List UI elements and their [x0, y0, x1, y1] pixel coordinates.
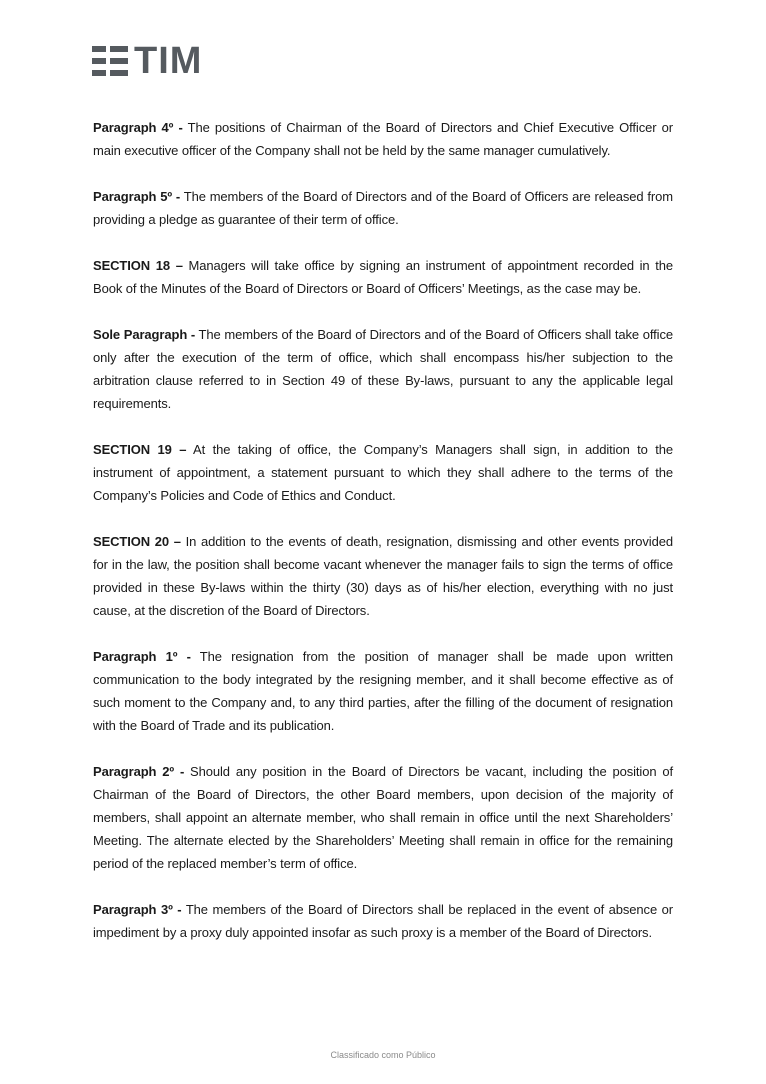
sole-paragraph: [93, 323, 673, 415]
classification-footer: Classificado como Público: [330, 1050, 436, 1060]
paragraph-lead: SECTION 19 –: [93, 442, 187, 457]
paragraph-text: Should any position in the Board of Directors be vacant, including the position of Chairman of the Board of Directors, the other Board members, upon decision of the majority of members, shall appoint an alternate member, who shall remain in office until the next Shareholders’ Meeting. The alternate elected by the Shareholders’ Meeting shall remain in office for the remaining period of the replaced member’s term of office.: [93, 764, 673, 871]
paragraph-text: The members of the Board of Directors and of the Board of Officers are released from providing a pledge as guarantee of their term of office.: [93, 189, 673, 227]
paragraph-lead: SECTION 20 –: [93, 534, 181, 549]
paragraph-text: The resignation from the position of manager shall be made upon written communication to the body integrated by the resigning member, and it shall become effective as of such moment to the Company and, to any third parties, after the filling of the document of resignation with the Board of Trade and its publication.: [93, 649, 673, 733]
paragraph-text: In addition to the events of death, resignation, dismissing and other events provided for in the law, the position shall become vacant whenever the manager fails to sign the terms of office provided in these By-laws within the thirty (30) days as of his/her election, everything with no just cause, at the discretion of the Board of Directors.: [93, 534, 673, 618]
paragraph-3: [93, 898, 673, 944]
paragraph-text: The members of the Board of Directors shall be replaced in the event of absence or impediment by a proxy duly appointed insofar as such proxy is a member of the Board of Directors.: [93, 902, 673, 940]
paragraph-lead: SECTION 18 –: [93, 258, 183, 273]
paragraph-2: [93, 760, 673, 875]
paragraph-lead: Paragraph 1º -: [93, 649, 191, 664]
paragraph-lead: Paragraph 5º -: [93, 189, 181, 204]
logo-text: TIM: [134, 40, 203, 82]
tim-logo: [92, 40, 203, 82]
paragraph-text: The positions of Chairman of the Board of Directors and Chief Executive Officer or main executive officer of the Company shall not be held by the same manager cumulatively.: [93, 120, 673, 158]
paragraph-1: [93, 645, 673, 737]
document-body: [93, 116, 673, 967]
paragraph-lead: Sole Paragraph -: [93, 327, 196, 342]
section-18: [93, 254, 673, 300]
paragraph-lead: Paragraph 4º -: [93, 120, 183, 135]
paragraph-text: At the taking of office, the Company’s Managers shall sign, in addition to the instrument of appointment, a statement pursuant to which they shall adhere to the terms of the Company’s Policies and Code of Ethics and Conduct.: [93, 442, 673, 503]
paragraph-text: The members of the Board of Directors and of the Board of Officers shall take office only after the execution of the term of office, which shall encompass his/her subjection to the arbitration clause referred to in Section 49 of these By-laws, pursuant to any the applicable legal requirements.: [93, 327, 673, 411]
paragraph-4: [93, 116, 673, 162]
paragraph-lead: Paragraph 2º -: [93, 764, 185, 779]
tim-logo-icon: [92, 46, 128, 76]
paragraph-lead: Paragraph 3º -: [93, 902, 182, 917]
paragraph-5: [93, 185, 673, 231]
section-20: [93, 530, 673, 622]
paragraph-text: Managers will take office by signing an instrument of appointment recorded in the Book of the Minutes of the Board of Directors or Board of Officers’ Meetings, as the case may be.: [93, 258, 674, 296]
section-19: [93, 438, 673, 507]
